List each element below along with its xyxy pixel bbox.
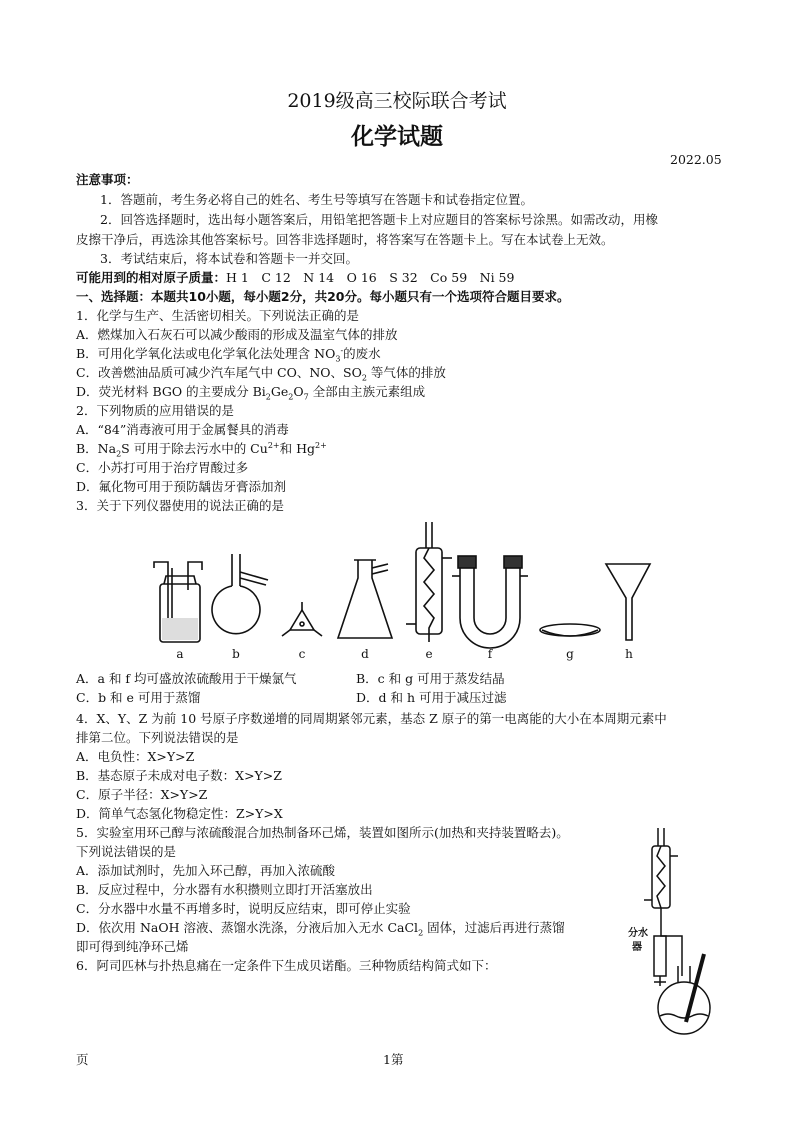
q4-stem-1: 4．X、Y、Z 为前 10 号原子序数递增的同周期紧邻元素，基态 Z 原子的第一电离能的大小在本周期元素中 — [76, 711, 667, 726]
q5-stem-1: 5．实验室用环己醇与浓硫酸混合加热制备环己烯，装置如图所示(加热和夹持装置略去)。 — [76, 825, 569, 840]
q1-stem: 1．化学与生产、生活密切相关。下列说法正确的是 — [76, 308, 359, 323]
q1-option-b: B．可用化学氧化法或电化学氧化法处理含 $NO_3^-$的废水 — [76, 345, 381, 364]
q5-stem-2: 下列说法错误的是 — [76, 844, 177, 859]
atomic-masses — [76, 269, 514, 287]
q2-option-d: D．氟化物可用于预防龋齿牙膏添加剂 — [76, 479, 287, 494]
footer-page-number: 1第 — [383, 1052, 404, 1067]
apparatus-label-h: h — [625, 647, 633, 661]
q3-option-d: D．d 和 h 可用于减压过滤 — [356, 690, 507, 705]
notice-heading: 注意事项： — [76, 172, 139, 187]
q2-stem: 2．下列物质的应用错误的是 — [76, 403, 234, 418]
q6-stem: 6．阿司匹林与扑热息痛在一定条件下生成贝诺酯。三种物质结构简式如下： — [76, 958, 497, 973]
q3-stem: 3．关于下列仪器使用的说法正确的是 — [76, 498, 284, 513]
q4-option-c: C．原子半径：X>Y>Z — [76, 787, 208, 802]
q1-option-c: C．改善燃油品质可减少汽车尾气中 CO、NO、$SO_2$ 等气体的排放 — [76, 365, 446, 383]
apparatus-label-b: b — [232, 647, 240, 661]
q1-option-a: A．燃煤加入石灰石可以减少酸雨的形成及温室气体的排放 — [76, 327, 398, 342]
q3-option-c: C．b 和 e 可用于蒸馏 — [76, 690, 201, 705]
notice-item-2-cont: 皮擦干净后，再选涂其他答案标号。回答非选择题时，将答案写在答题卡上。写在本试卷上无效。 — [76, 232, 614, 247]
q5-option-a: A．添加试剂时，先加入环己醇，再加入浓硫酸 — [76, 863, 336, 878]
exam-date: 2022.05 — [670, 152, 722, 167]
footer-left: 页 — [76, 1052, 89, 1067]
clay-triangle-icon — [282, 602, 322, 636]
suction-flask-icon — [338, 560, 392, 638]
subject-title: 化学试题 — [351, 124, 443, 150]
funnel-icon — [606, 564, 650, 640]
apparatus-label-c: c — [298, 647, 306, 661]
condenser-icon — [406, 522, 452, 642]
separator-label-1: 分水 — [628, 928, 648, 939]
apparatus-label-f: f — [487, 647, 493, 661]
gas-washing-bottle-icon — [154, 562, 202, 642]
notice-item-2: 2．回答选择题时，选出每小题答案后，用铅笔把答题卡上对应题目的答案标号涂黑。如需改动，用橡 — [100, 212, 658, 227]
q2-option-c: C．小苏打可用于治疗胃酸过多 — [76, 460, 249, 475]
notice-item-3: 3．考试结束后，将本试卷和答题卡一并交回。 — [100, 251, 358, 266]
q4-option-d: D．简单气态氢化物稳定性：Z>Y>X — [76, 806, 283, 821]
atomic-masses-label: 可能用到的相对原子质量： — [76, 270, 227, 285]
q4-stem-2: 排第二位。下列说法错误的是 — [76, 730, 239, 745]
q2-option-b: B．$Na_2S$ 可用于除去污水中的 $Cu^{2+}$和 $Hg^{2+}$ — [76, 440, 327, 459]
notice-item-1: 1．答题前，考生务必将自己的姓名、考生号等填写在答题卡和试卷指定位置。 — [100, 192, 533, 207]
q1-option-d: D．荧光材料 BGO 的主要成分 $Bi_2Ge_2O_7$ 全部由主族元素组成 — [76, 384, 426, 402]
q3-option-a: A．a 和 f 均可盛放浓硫酸用于干燥氯气 — [76, 671, 297, 686]
q2-option-a: A．“84”消毒液可用于金属餐具的消毒 — [76, 422, 289, 437]
q5-option-c: C．分水器中水量不再增多时，说明反应结束，即可停止实验 — [76, 901, 411, 916]
u-tube-icon — [452, 556, 528, 648]
separator-label-2: 器 — [632, 942, 642, 953]
apparatus-label-g: g — [566, 647, 574, 661]
q4-option-b: B．基态原子未成对电子数：X>Y>Z — [76, 768, 282, 783]
q5-apparatus-figure — [608, 826, 718, 1036]
section1-heading: 一、选择题：本题共10小题，每小题2分，共20分。每小题只有一个选项符合题目要求。 — [76, 289, 570, 304]
q5-option-d: D．依次用 NaOH 溶液、蒸馏水洗涤，分液后加入无水 CaCl$_2$ 固体，过滤后再进行蒸馏 — [76, 920, 565, 938]
q5-option-b: B．反应过程中，分水器有水积攒则立即打开活塞放出 — [76, 882, 373, 897]
apparatus-label-a: a — [176, 647, 184, 661]
q3-apparatus-figure — [140, 518, 660, 666]
q5-option-d-cont: 即可得到纯净环己烯 — [76, 939, 189, 954]
atomic-masses-values: H 1 C 12 N 14 O 16 S 32 Co 59 Ni 59 — [226, 270, 515, 285]
apparatus-label-e: e — [425, 647, 433, 661]
q4-option-a: A．电负性：X>Y>Z — [76, 749, 195, 764]
distilling-flask-icon — [212, 554, 268, 634]
q3-option-b: B．c 和 g 可用于蒸发结晶 — [356, 671, 505, 686]
exam-title: 2019级高三校际联合考试 — [287, 90, 507, 112]
apparatus-label-d: d — [361, 647, 369, 661]
evaporating-dish-icon — [540, 624, 600, 636]
